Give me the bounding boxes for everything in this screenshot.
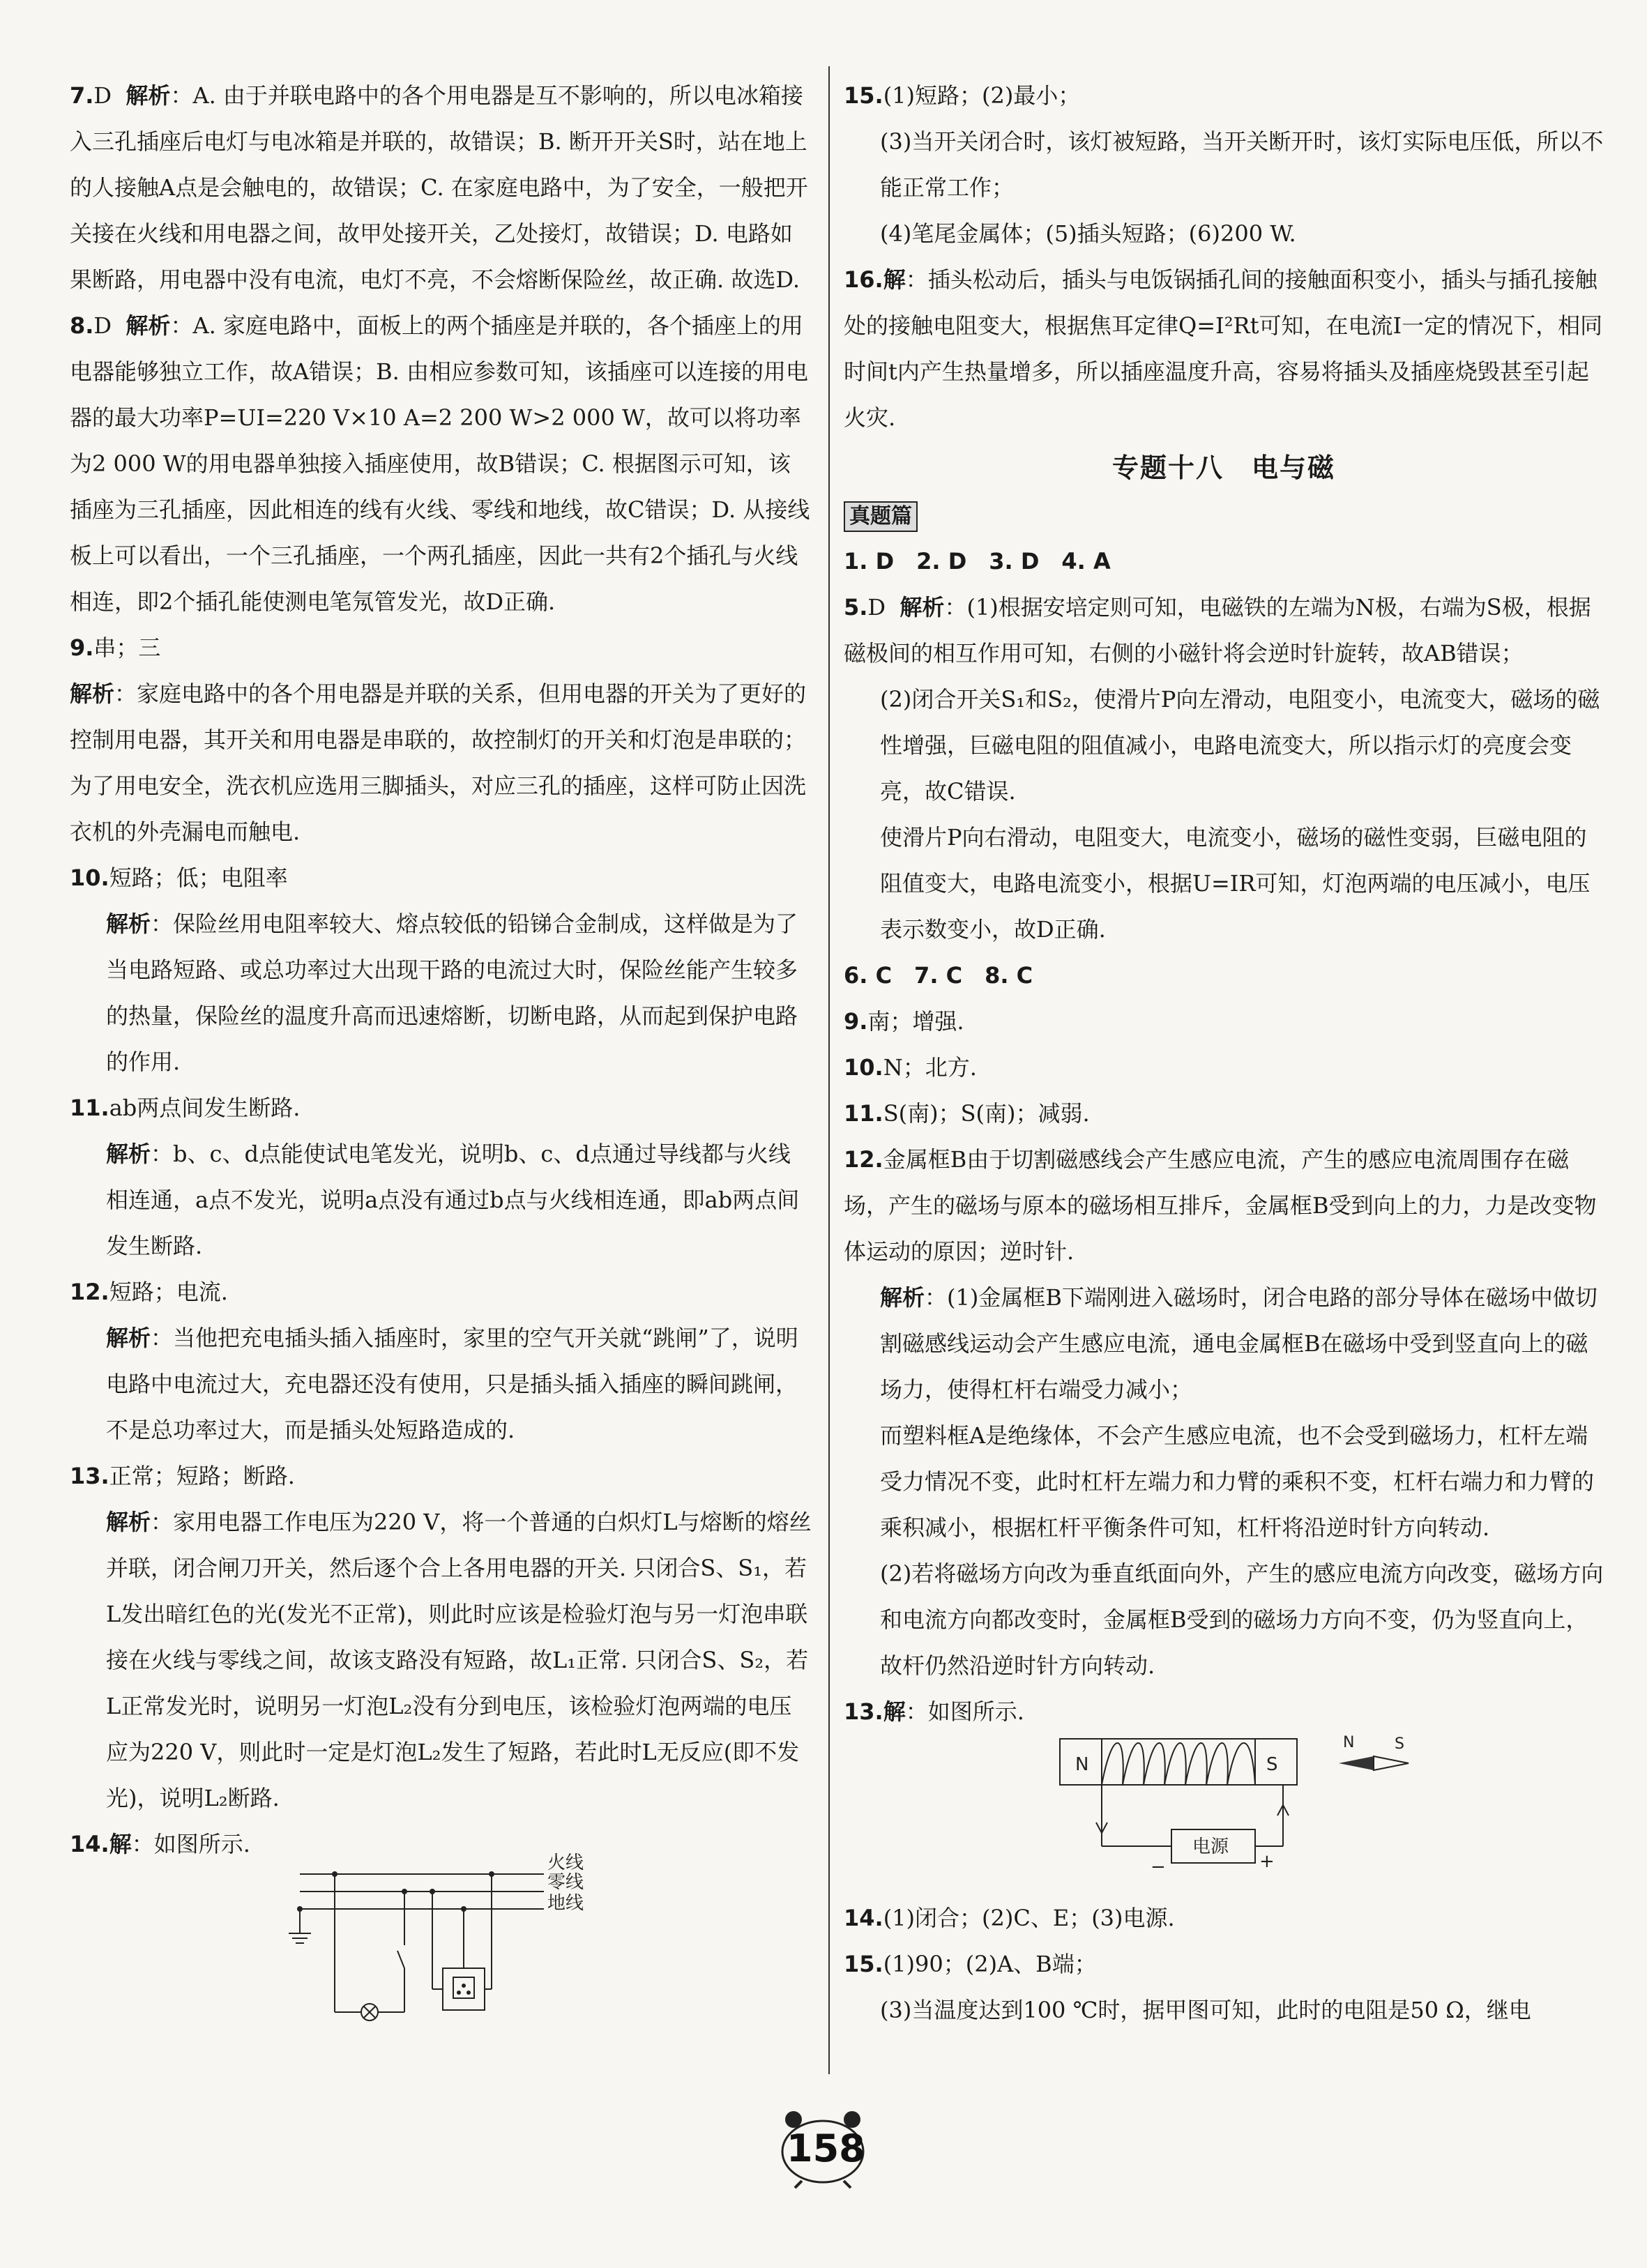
answer-12-r: 12.金属框B由于切割磁感线会产生感应电流，产生的感应电流周围存在磁场，产生的磁场与原本的磁场相互排斥，金属框B受到向上的力，力是改变物体运动的原因；逆时针.	[844, 1146, 1597, 1265]
answer-12-r-part1: 解析：(1)金属框B下端刚进入磁场时，闭合电路的部分导体在磁场中做切割磁感线运动会产生感应电流，通电金属框B在磁场中受到竖直向上的磁场力，使得杠杆右端受力减小；	[880, 1284, 1597, 1403]
answer-9: 9.串；三	[70, 634, 161, 661]
answer-13-r: 13.解：如图所示.	[844, 1698, 1024, 1725]
page-number-badge	[767, 2106, 879, 2189]
answer-9-explanation: 解析：家庭电路中的各个用电器是并联的关系，但用电器的开关为了更好的控制用电器，其开关和用电器是串联的，故控制灯的开关和灯泡是串联的；为了用电安全，洗衣机应选用三脚插头，对应三孔的插座，这样可防止因洗衣机的外壳漏电而触电.	[70, 680, 807, 845]
right-column	[844, 73, 1604, 2033]
answer-11-r: 11.S(南)；S(南)；减弱.	[844, 1100, 1090, 1127]
electromagnet-diagram	[1046, 1725, 1464, 1885]
answer-14: 14.解：如图所示.	[70, 1831, 250, 1857]
answers-1-4: 1. D 2. D 3. D 4. A	[844, 548, 1111, 574]
answer-13-explanation: 解析：家用电器工作电压为220 V，将一个普通的白炽灯L与熔断的熔丝并联，闭合闸刀开关，然后逐个合上各用电器的开关. 只闭合S、S₁，若L发出暗红色的光(发光不正常)，则此时应该是检验灯泡与另一灯泡串联接在火线与零线之间，故该支路没有短路，故L₁正常. 只闭合S、S₂，若L正常发光时，说明另一灯泡L₂没有分到电压，该检验灯泡两端的电压应为220 V，则此时一定是灯泡L₂发生了短路，若此时L无反应(即不发光)，说明L₂断路.	[106, 1509, 812, 1811]
electromagnet-figure	[844, 1735, 1604, 1895]
answer-14-r: 14.(1)闭合；(2)C、E；(3)电源.	[844, 1905, 1175, 1931]
answer-15-part3: (3)当开关闭合时，该灯被短路，当开关断开时，该灯实际电压低，所以不能正常工作；	[880, 128, 1604, 201]
answer-15-part4: (4)笔尾金属体；(5)插头短路；(6)200 W.	[880, 220, 1296, 247]
power-plus: +	[1259, 1851, 1275, 1872]
wire-label-ground: 地线	[547, 1893, 584, 1914]
answer-11-explanation: 解析：b、c、d点能使试电笔发光，说明b、c、d点通过导线都与火线相连通，a点不发光，说明a点没有通过b点与火线相连通，即ab两点间发生断路.	[106, 1141, 800, 1259]
household-circuit-diagram	[279, 1853, 642, 2027]
pole-label-n: N	[1075, 1754, 1089, 1775]
answer-10-r: 10.N；北方.	[844, 1054, 977, 1081]
section-tag: 真题篇	[844, 501, 918, 532]
answer-10: 10.短路；低；电阻率	[70, 865, 288, 891]
needle-label-n: N	[1343, 1734, 1355, 1751]
answers-6-8: 6. C 7. C 8. C	[844, 962, 1033, 989]
left-column	[70, 73, 812, 2041]
section-title: 专题十八 电与磁	[1111, 452, 1335, 483]
answer-12: 12.短路；电流.	[70, 1279, 228, 1305]
column-divider	[828, 66, 830, 2074]
needle-s-half	[1374, 1756, 1409, 1770]
answer-5: 5.D 解析：(1)根据安培定则可知，电磁铁的左端为N极，右端为S极，根据磁极间的相互作用可知，右侧的小磁针将会逆时针旋转，故AB错误；	[844, 594, 1591, 667]
pole-label-s: S	[1266, 1754, 1278, 1775]
answer-12-explanation: 解析：当他把充电插头插入插座时，家里的空气开关就“跳闸”了，说明电路中电流过大，充电器还没有使用，只是插头插入插座的瞬间跳闸，不是总功率过大，而是插头处短路造成的.	[106, 1325, 798, 1443]
needle-n-half	[1339, 1756, 1374, 1770]
page-number: 158	[787, 2126, 865, 2170]
answer-13: 13.正常；短路；断路.	[70, 1463, 295, 1489]
answer-15: 15.(1)短路；(2)最小；	[844, 82, 1081, 109]
answer-10-explanation: 解析：保险丝用电阻率较大、熔点较低的铅锑合金制成，这样做是为了当电路短路、或总功率过大出现干路的电流过大时，保险丝能产生较多的热量，保险丝的温度升高而迅速熔断，切断电路，从而起到保护电路的作用.	[106, 911, 798, 1075]
answer-15-r: 15.(1)90；(2)A、B端；	[844, 1951, 1097, 1977]
answer-7: 7.D 解析：A. 由于并联电路中的各个用电器是互不影响的，所以电冰箱接入三孔插座后电灯与电冰箱是并联的，故错误；B. 断开开关S时，站在地上的人接触A点是会触电的，故错误；C. 在家庭电路中，为了安全，一般把开关接在火线和用电器之间，故甲处接开关，乙处接灯，故错误；D. 电路如果断路，用电器中没有电流，电灯不亮，不会熔断保险丝，故正确. 故选D.	[70, 82, 808, 293]
answer-16: 16.解：插头松动后，插头与电饭锅插孔间的接触面积变小，插头与插孔接触处的接触电阻变大，根据焦耳定律Q=I²Rt可知，在电流I一定的情况下，相同时间t内产生热量增多，所以插座温度升高，容易将插头及插座烧毁甚至引起火灾.	[844, 266, 1603, 431]
household-circuit-figure	[70, 1853, 812, 2041]
power-minus: −	[1151, 1857, 1166, 1878]
wire-label-live: 火线	[547, 1853, 584, 1873]
answer-15-r-part3: (3)当温度达到100 ℃时，据甲图可知，此时的电阻是50 Ω，继电	[880, 1997, 1531, 2023]
wire-label-neutral: 零线	[547, 1872, 584, 1893]
answer-5-part3: 使滑片P向右滑动，电阻变大，电流变小，磁场的磁性变弱，巨磁电阻的阻值变大，电路电流变小，根据U=IR可知，灯泡两端的电压减小，电压表示数变小，故D正确.	[880, 824, 1591, 943]
answer-8: 8.D 解析：A. 家庭电路中，面板上的两个插座是并联的，各个插座上的用电器能够独立工作，故A错误；B. 由相应参数可知，该插座可以连接的用电器的最大功率P=UI=220 V×10 A=2 200 W>2 000 W，故可以将功率为2 000 W的用电器单独接入插座使用，故B错误；C. 根据图示可知，该插座为三孔插座，因此相连的线有火线、零线和地线，故C错误；D. 从接线板上可以看出，一个三孔插座，一个两孔插座，因此一共有2个插孔与火线相连，即2个插孔能使测电笔氖管发光，故D正确.	[70, 312, 810, 615]
answer-12-r-part3: (2)若将磁场方向改为垂直纸面向外，产生的感应电流方向改变，磁场方向和电流方向都改变时，金属框B受到的磁场力方向不变，仍为竖直向上，故杆仍然沿逆时针方向转动.	[880, 1560, 1604, 1679]
needle-label-s: S	[1395, 1735, 1404, 1753]
answer-12-r-part2: 而塑料框A是绝缘体，不会产生感应电流，也不会受到磁场力，杠杆左端受力情况不变，此时杠杆左端力和力臂的乘积不变，杠杆右端力和力臂的乘积减小，根据杠杆平衡条件可知，杠杆将沿逆时针方向转动.	[880, 1422, 1595, 1541]
power-source-label: 电源	[1192, 1836, 1229, 1857]
answer-5-part2: (2)闭合开关S₁和S₂，使滑片P向左滑动，电阻变小，电流变大，磁场的磁性增强，巨磁电阻的阻值减小，电路电流变大，所以指示灯的亮度会变亮，故C错误.	[880, 686, 1600, 805]
answer-9-r: 9.南；增强.	[844, 1008, 964, 1035]
answer-11: 11.ab两点间发生断路.	[70, 1095, 301, 1121]
